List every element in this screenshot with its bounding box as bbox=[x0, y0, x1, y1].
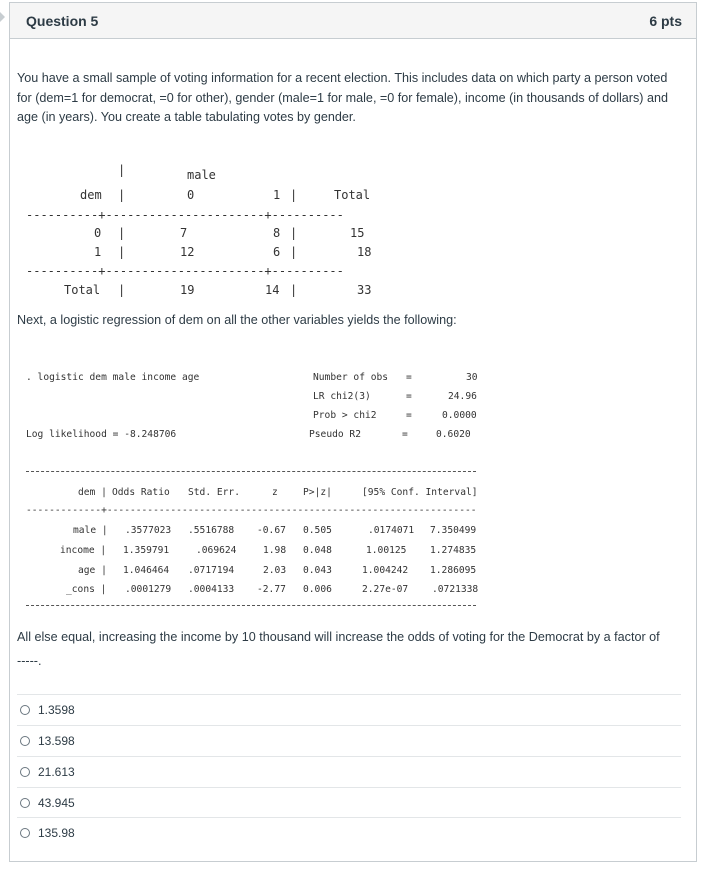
question-prompt bbox=[17, 628, 677, 671]
regression-divider: -------------+---------------------------------------------------------------- bbox=[26, 505, 477, 516]
reg-se: .069624 bbox=[196, 545, 237, 556]
reg-or: .0001279 bbox=[125, 584, 172, 595]
radio-icon[interactable] bbox=[20, 767, 30, 777]
next-text: Next, a logistic regression of dem on all the other variables yields the following: bbox=[17, 313, 457, 327]
stat-value: 0.6020 bbox=[436, 429, 471, 440]
stat-label: LR chi2(3) bbox=[313, 391, 371, 402]
radio-icon[interactable] bbox=[20, 705, 30, 715]
stat-eq: = bbox=[406, 372, 412, 383]
question-points: 6 pts bbox=[649, 12, 682, 29]
crosstab-pipe: | bbox=[290, 283, 298, 297]
prompt-line-2: -----. bbox=[17, 653, 42, 668]
crosstab-total-cell: 19 bbox=[180, 283, 195, 297]
log-likelihood: Log likelihood = -8.248706 bbox=[26, 429, 177, 440]
regression-divider bbox=[26, 605, 476, 606]
answer-option[interactable] bbox=[17, 725, 681, 756]
col-header-or: Odds Ratio bbox=[112, 487, 170, 498]
stat-eq: = bbox=[406, 410, 412, 421]
crosstab-pipe: | bbox=[118, 226, 126, 240]
crosstab-row-var: dem bbox=[80, 188, 102, 202]
answer-option[interactable] bbox=[17, 694, 681, 725]
crosstab-cell: 8 bbox=[273, 226, 281, 240]
crosstab-row-total: 15 bbox=[350, 226, 365, 240]
reg-var: _cons | bbox=[66, 584, 107, 595]
crosstab-cell: 12 bbox=[180, 245, 195, 259]
reg-ci-lo: .0174071 bbox=[368, 525, 415, 536]
crosstab-pipe: | bbox=[290, 226, 298, 240]
col-header-z: z bbox=[272, 487, 278, 498]
reg-p: 0.006 bbox=[303, 584, 332, 595]
question-intro: You have a small sample of voting information for a recent election. This includes data on which party a person voted for (dem=1 for democrat, =0 for other), gender (male=1 for male, =0 for female), income (in thousands of dollars) and age (in years). You create a table tabulating votes by gender. bbox=[17, 71, 668, 124]
reg-z: -0.67 bbox=[257, 525, 286, 536]
reg-se: .5516788 bbox=[188, 525, 235, 536]
col-header-p: P>|z| bbox=[303, 487, 332, 498]
reg-or: 1.046464 bbox=[123, 565, 170, 576]
reg-or: .3577023 bbox=[125, 525, 172, 536]
question-header bbox=[10, 3, 696, 39]
reg-se: .0004133 bbox=[188, 584, 235, 595]
reg-var: age | bbox=[78, 565, 107, 576]
reg-p: 0.048 bbox=[303, 545, 332, 556]
crosstab-grand-total: 33 bbox=[357, 283, 372, 297]
reg-p: 0.505 bbox=[303, 525, 332, 536]
stat-eq: = bbox=[406, 391, 412, 402]
radio-icon[interactable] bbox=[20, 798, 30, 808]
reg-ci-hi: 7.350499 bbox=[430, 525, 477, 536]
reg-ci-lo: 1.00125 bbox=[366, 545, 407, 556]
answer-label: 21.613 bbox=[38, 765, 75, 779]
stat-value: 24.96 bbox=[448, 391, 477, 402]
collapse-arrow-icon bbox=[0, 12, 5, 22]
stat-eq: = bbox=[402, 429, 408, 440]
crosstab-pipe: | bbox=[118, 245, 126, 259]
crosstab-cell: 6 bbox=[273, 245, 281, 259]
reg-p: 0.043 bbox=[303, 565, 332, 576]
col-header-ci: [95% Conf. Interval] bbox=[362, 487, 478, 498]
crosstab-pipe: | bbox=[290, 188, 298, 202]
answer-list bbox=[17, 694, 681, 847]
reg-or: 1.359791 bbox=[123, 545, 170, 556]
crosstab-pipe: | bbox=[118, 188, 126, 202]
crosstab-pipe: | bbox=[290, 245, 298, 259]
stat-label: Prob > chi2 bbox=[313, 410, 377, 421]
prompt-line-1: All else equal, increasing the income by 10 thousand will increase the odds of voting for the Democrat by a factor of bbox=[17, 630, 660, 644]
reg-var: male | bbox=[73, 525, 108, 536]
regression-command: . logistic dem male income age bbox=[26, 372, 200, 383]
crosstab-total-cell: 14 bbox=[265, 283, 280, 297]
answer-label: 1.3598 bbox=[38, 703, 75, 717]
stat-label: Pseudo R2 bbox=[309, 429, 361, 440]
answer-label: 135.98 bbox=[38, 825, 75, 840]
answer-label: 43.945 bbox=[38, 795, 75, 810]
crosstab-row-label: 1 bbox=[94, 245, 102, 259]
crosstab-row-total: 18 bbox=[357, 245, 372, 259]
reg-ci-lo: 1.004242 bbox=[362, 565, 409, 576]
reg-se: .0717194 bbox=[188, 565, 235, 576]
crosstab-totals-label: Total bbox=[64, 283, 101, 297]
crosstab-col-level-1: 1 bbox=[273, 188, 281, 202]
crosstab-pipe: | bbox=[118, 283, 126, 297]
answer-option[interactable] bbox=[17, 817, 681, 847]
crosstab-col-level-0: 0 bbox=[187, 188, 195, 202]
answer-option[interactable] bbox=[17, 756, 681, 787]
regression-divider bbox=[26, 471, 476, 472]
answer-option[interactable] bbox=[17, 787, 681, 817]
answer-label: 13.598 bbox=[38, 734, 75, 748]
stat-label: Number of obs bbox=[313, 372, 389, 383]
crosstab-col-var: male bbox=[187, 168, 216, 182]
crosstab-cell: 7 bbox=[180, 226, 188, 240]
reg-var: income | bbox=[60, 545, 107, 556]
crosstab-divider: ----------+----------------------+---------- bbox=[26, 264, 344, 278]
reg-ci-hi: .0721338 bbox=[432, 584, 479, 595]
reg-z: -2.77 bbox=[257, 584, 286, 595]
reg-ci-hi: 1.274835 bbox=[430, 545, 477, 556]
reg-z: 1.98 bbox=[263, 545, 287, 556]
stat-value: 30 bbox=[466, 372, 478, 383]
col-header-var: dem | bbox=[78, 487, 107, 498]
radio-icon[interactable] bbox=[20, 736, 30, 746]
reg-ci-lo: 2.27e-07 bbox=[362, 584, 409, 595]
question-title: Question 5 bbox=[26, 12, 99, 29]
reg-z: 2.03 bbox=[263, 565, 287, 576]
col-header-se: Std. Err. bbox=[188, 487, 240, 498]
crosstab-divider: ----------+----------------------+---------- bbox=[26, 208, 344, 222]
stat-value: 0.0000 bbox=[442, 410, 477, 421]
reg-ci-hi: 1.286095 bbox=[430, 565, 477, 576]
crosstab-row-label: 0 bbox=[94, 226, 102, 240]
radio-icon[interactable] bbox=[20, 828, 30, 838]
crosstab-total-header: Total bbox=[334, 188, 371, 202]
crosstab-corner-pipe: | bbox=[118, 163, 126, 177]
